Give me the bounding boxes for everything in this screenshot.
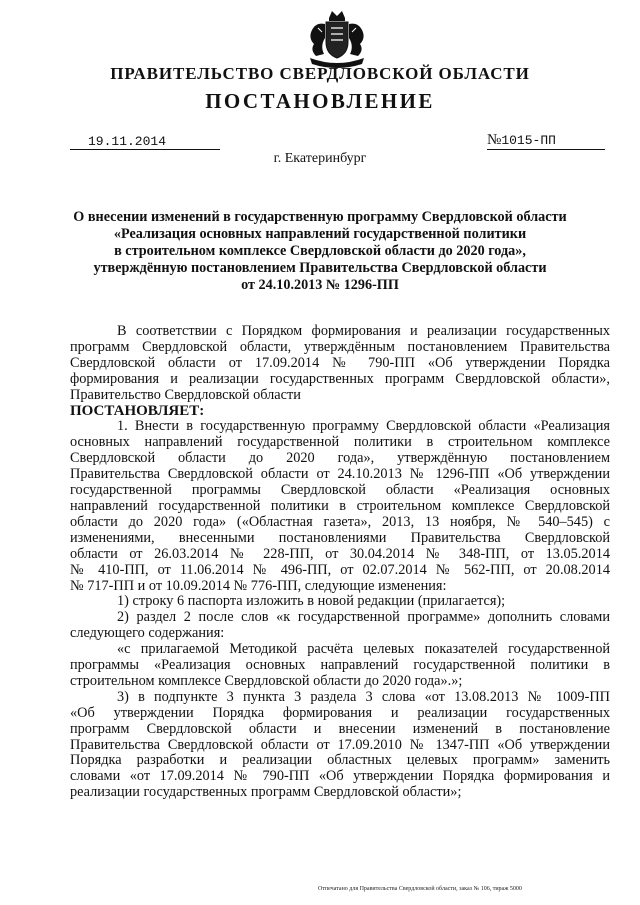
body-line: основных направлений государственной политики в строительном комплексе xyxy=(70,434,610,451)
city: г. Екатеринбург xyxy=(273,151,367,166)
body-line: программ Свердловской области, утверждённым постановлением Правительства xyxy=(70,338,610,355)
body-line: государственной программы Свердловской области «Реализация основных xyxy=(70,482,610,499)
body-line: реализации государственных программ Свердловской области»; xyxy=(70,784,462,801)
body-line: № 410-ПП, от 11.06.2014 № 496-ПП, от 02.07.2014 № 562-ПП, от 20.08.2014 xyxy=(70,561,610,578)
body-line: ПОСТАНОВЛЯЕТ: xyxy=(70,402,205,419)
document-type: ПОСТАНОВЛЕНИЕ xyxy=(205,89,435,113)
body-line: «Об утверждении Порядка формирования и реализации государственных xyxy=(70,704,610,721)
body-line: Правительства Свердловской области от 17.09.2010 № 1347-ПП «Об утверждении xyxy=(70,736,610,753)
body-line: строительном комплексе Свердловской области до 2020 года».»; xyxy=(70,672,463,689)
government-name: ПРАВИТЕЛЬСТВО СВЕРДЛОВСКОЙ ОБЛАСТИ xyxy=(110,64,530,83)
body-line: формирования и реализации государственных программ Свердловской области», xyxy=(70,370,610,387)
body-line: словами «от 17.09.2014 № 790-ПП «Об утверждении Порядка формирования и xyxy=(70,768,610,785)
body-line: направлений государственной политики в строительном комплексе Свердловской xyxy=(70,497,610,514)
body-line: области от 26.03.2014 № 228-ПП, от 30.04.2014 № 348-ПП, от 13.05.2014 xyxy=(70,545,610,562)
body-line: программ Свердловской области и внесении изменений в постановление xyxy=(70,720,610,737)
body-line: изменениями, внесенными постановлениями Правительства Свердловской xyxy=(70,529,610,546)
body-line: Правительство Свердловской области xyxy=(70,386,301,403)
body-line: Свердловской области до 2020 года», утверждённую постановлением xyxy=(70,450,610,467)
document-number xyxy=(487,132,605,150)
body-line: следующего содержания: xyxy=(70,625,225,642)
title-line: утверждённую постановлением Правительства Свердловской области xyxy=(93,260,547,276)
title-line: О внесении изменений в государственную программу Свердловской области xyxy=(73,209,567,225)
body-line: программы «Реализация основных направлений государственной политики в xyxy=(70,657,610,674)
body-line: Порядка разработки и реализации областных целевых программ» заменить xyxy=(70,752,610,769)
body-line: «с прилагаемой Методикой расчёта целевых показателей государственной xyxy=(117,641,610,658)
body-line: 1. Внести в государственную программу Свердловской области «Реализация xyxy=(117,418,610,435)
body-line: В соответствии с Порядком формирования и реализации государственных xyxy=(117,323,610,339)
coat-of-arms-icon xyxy=(298,8,376,70)
document-body xyxy=(70,324,610,801)
body-line: 2) раздел 2 после слов «к государственной программе» дополнить словами xyxy=(117,609,610,626)
body-line: 1) строку 6 паспорта изложить в новой редакции (прилагается); xyxy=(117,593,506,610)
title-line: «Реализация основных направлений государственной политики xyxy=(113,226,527,242)
title-line: от 24.10.2013 № 1296-ПП xyxy=(241,277,399,293)
number-value: 1015-ПП xyxy=(501,133,556,148)
body-line: № 717-ПП и от 10.09.2014 № 776-ПП, следующие изменения: xyxy=(70,577,447,594)
print-footer: Отпечатано для Правительства Свердловской области, заказ № 106, тираж 5000 xyxy=(318,886,522,892)
title-line: в строительном комплексе Свердловской области до 2020 года», xyxy=(114,243,526,259)
body-line: Правительства Свердловской области от 24.10.2013 № 1296-ПП «Об утверждении xyxy=(70,466,610,483)
body-line: 3) в подпункте 3 пункта 3 раздела 3 слова «от 13.08.2013 № 1009-ПП xyxy=(117,688,610,705)
document-date: 19.11.2014 xyxy=(70,134,220,150)
number-prefix: № xyxy=(487,132,502,148)
document-title xyxy=(40,209,600,294)
body-line: Свердловской области от 17.09.2014 № 790-ПП «Об утверждении Порядка xyxy=(70,354,610,371)
body-line: области до 2020 года» («Областная газета», 2013, 13 ноября, № 540–545) с xyxy=(70,513,610,530)
